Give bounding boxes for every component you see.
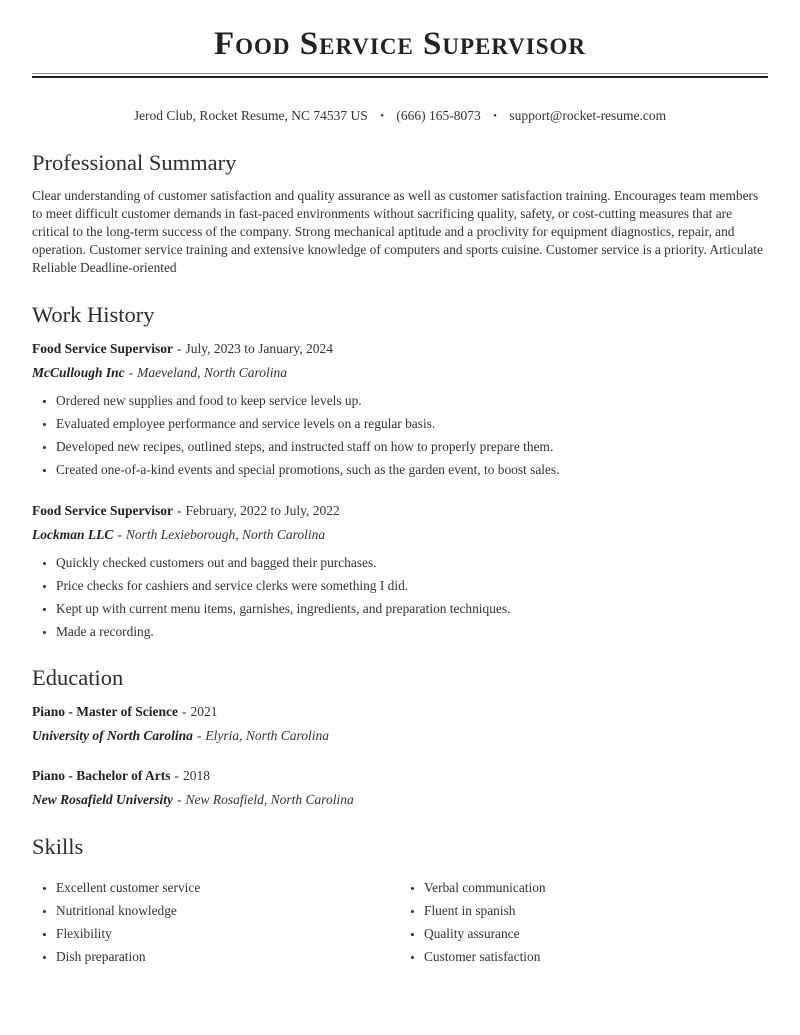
job-dates: February, 2022 to July, 2022 — [185, 502, 340, 518]
job-bullet: • Developed new recipes, outlined steps, and instructed staff on how to properly prepare them. — [56, 438, 768, 456]
job-bullet-list — [32, 392, 768, 479]
job-title-line — [32, 501, 768, 520]
school-name: New Rosafield University — [32, 792, 173, 807]
skills-heading: Skills — [32, 834, 84, 859]
dash-separator: - — [177, 792, 182, 807]
dash-separator: - — [128, 365, 134, 380]
skill-item: • Dish preparation — [56, 948, 400, 966]
school-line — [32, 726, 768, 745]
skills-column-right — [400, 879, 768, 971]
education-entry — [32, 766, 768, 809]
contact-email: support@rocket-resume.com — [509, 108, 667, 123]
page-title: Food Service Supervisor — [213, 26, 587, 62]
dash-separator: - — [196, 728, 202, 743]
job-location: North Lexieborough, North Carolina — [125, 526, 326, 542]
skill-item: • Flexibility — [56, 925, 400, 943]
skills-column-left — [32, 879, 400, 971]
education-entry — [32, 702, 768, 745]
contact-phone: (666) 165-8073 — [396, 108, 481, 123]
job-bullet-list — [32, 554, 768, 641]
job-company-line — [32, 363, 768, 382]
school-location: New Rosafield, North Carolina — [185, 792, 354, 807]
skill-item: • Verbal communication — [424, 879, 768, 897]
job-bullet: • Made a recording. — [56, 623, 768, 641]
school-name: University of North Carolina — [32, 728, 193, 743]
section-professional-summary — [32, 150, 768, 277]
job-title: Food Service Supervisor — [32, 341, 173, 356]
summary-heading: Professional Summary — [32, 150, 237, 175]
section-work-history — [32, 302, 768, 640]
divider-dark-line — [32, 76, 768, 78]
school-location: Elyria, North Carolina — [205, 728, 330, 743]
dash-separator: - — [177, 502, 182, 518]
job-bullet: • Quickly checked customers out and bagged their purchases. — [56, 554, 768, 572]
job-bullet: • Evaluated employee performance and service levels on a regular basis. — [56, 415, 768, 433]
work-history-heading: Work History — [32, 302, 155, 327]
job-bullet: • Created one-of-a-kind events and special promotions, such as the garden event, to boost sales. — [56, 461, 768, 479]
job-company-line — [32, 525, 768, 544]
skill-item: • Quality assurance — [424, 925, 768, 943]
skill-item: • Customer satisfaction — [424, 948, 768, 966]
contact-address: Jerod Club, Rocket Resume, NC 74537 US — [133, 108, 368, 123]
job-entry — [32, 501, 768, 641]
degree-title: Piano - Bachelor of Arts — [32, 768, 171, 783]
job-company: Lockman LLC — [32, 526, 114, 542]
bullet-separator-icon: • — [493, 110, 498, 122]
job-bullet: • Kept up with current menu items, garnishes, ingredients, and preparation techniques. — [56, 600, 768, 618]
job-title: Food Service Supervisor — [32, 502, 173, 518]
skills-columns — [32, 871, 768, 971]
dash-separator: - — [117, 526, 122, 542]
section-skills — [32, 834, 768, 971]
education-heading: Education — [32, 665, 124, 690]
dash-separator: - — [177, 341, 182, 356]
bullet-separator-icon: • — [380, 110, 385, 122]
job-company: McCullough Inc — [32, 365, 125, 380]
degree-line — [32, 702, 768, 721]
job-bullet: • Ordered new supplies and food to keep service levels up. — [56, 392, 768, 410]
skill-item: • Nutritional knowledge — [56, 902, 400, 920]
summary-text: Clear understanding of customer satisfaction and quality assurance as well as customer satisfaction training. Encourages team members to meet difficult customer demands in fast-paced environments without sacrificing quality, safety, or cost-cutting measures that are critical to the long-term success of the company. Strong mechanical aptitude and a proclivity for equipment diagnostics, repair, and operation. Customer service training and extensive knowledge of computers and sports cuisine. Customer service is a priority. Articulate Reliable Deadline-oriented — [32, 188, 763, 275]
school-line — [32, 790, 768, 809]
section-education — [32, 665, 768, 809]
job-bullet: • Price checks for cashiers and service clerks were something I did. — [56, 577, 768, 595]
job-title-line — [32, 339, 768, 358]
header-divider — [32, 73, 768, 78]
degree-title: Piano - Master of Science — [32, 704, 178, 719]
degree-year: 2018 — [183, 768, 210, 783]
skill-item: • Fluent in spanish — [424, 902, 768, 920]
degree-year: 2021 — [190, 704, 218, 719]
degree-line — [32, 766, 768, 785]
job-entry — [32, 339, 768, 479]
contact-line — [32, 107, 768, 125]
dash-separator: - — [181, 704, 187, 719]
job-dates: July, 2023 to January, 2024 — [185, 341, 333, 356]
dash-separator: - — [174, 768, 179, 783]
job-location: Maeveland, North Carolina — [137, 365, 288, 380]
resume-header — [32, 26, 768, 125]
skill-item: • Excellent customer service — [56, 879, 400, 897]
